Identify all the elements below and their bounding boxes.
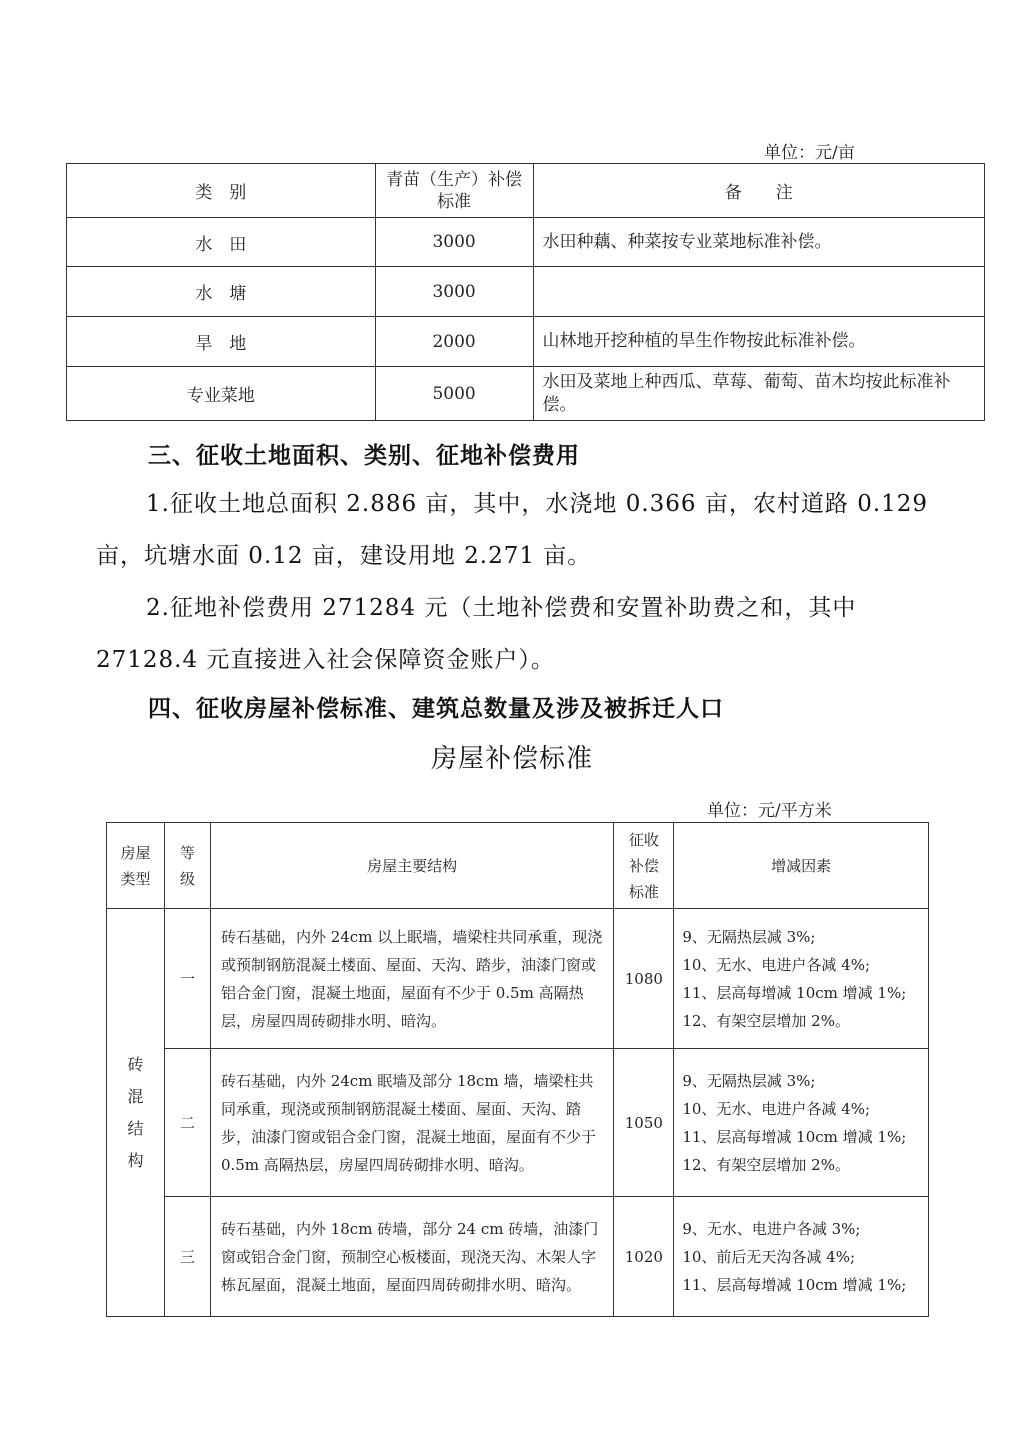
header-structure: 房屋主要结构	[210, 823, 613, 909]
header-factors: 增减因素	[674, 823, 929, 909]
row-note: 山林地开挖种植的旱生作物按此标准补偿。	[533, 317, 985, 367]
table-row	[67, 218, 985, 267]
section3-heading: 三、征收土地面积、类别、征地补偿费用	[148, 443, 580, 469]
table-row	[67, 367, 985, 421]
row-grade: 一	[164, 909, 210, 1049]
table2-title: 房屋补偿标准	[430, 744, 593, 774]
table-header-row	[107, 823, 929, 909]
row-structure: 砖石基础，内外 24cm 以上眠墙，墙梁柱共同承重，现浇或预制钢筋混凝土楼面、屋面、天沟、踏步，油漆门窗或铝合金门窗，混凝土地面，屋面有不少于 0.5m 高隔热层，房屋四周砖砌排水明、暗沟。	[210, 909, 613, 1049]
header-note: 备 注	[533, 164, 985, 218]
header-grade: 等级	[164, 823, 210, 909]
row-category: 专业菜地	[67, 367, 376, 421]
row-value: 3000	[375, 267, 533, 317]
row-category: 水 田	[67, 218, 376, 267]
house-compensation-table	[106, 822, 929, 1317]
table-row	[67, 317, 985, 367]
row-value: 5000	[375, 367, 533, 421]
row-factors: 9、无隔热层减 3%; 10、无水、电进户各减 4%; 11、层高每增减 10cm 增减 1%; 12、有架空层增加 2%。	[674, 909, 929, 1049]
row-structure: 砖石基础，内外 24cm 眠墙及部分 18cm 墙，墙梁柱共同承重，现浇或预制钢筋混凝土楼面、屋面、天沟、踏步，油漆门窗或铝合金门窗，混凝土地面，屋面有不少于 0.5m 高隔热层，房屋四周砖砌排水明、暗沟。	[210, 1049, 613, 1197]
row-category: 水 塘	[67, 267, 376, 317]
table-row	[107, 909, 929, 1049]
table-header-row	[67, 164, 985, 218]
row-note: 水田及菜地上种西瓜、草莓、葡萄、苗木均按此标准补偿。	[533, 367, 985, 421]
section3-paragraph-2: 2.征地补偿费用 271284 元（土地补偿费和安置补助费之和，其中 27128.4 元直接进入社会保障资金账户）。	[96, 595, 857, 673]
table-row	[107, 1197, 929, 1317]
table1-unit: 单位：元/亩	[764, 143, 855, 163]
row-standard: 1020	[614, 1197, 674, 1317]
header-house-type: 房屋类型	[107, 823, 165, 909]
row-note	[533, 267, 985, 317]
row-note: 水田种藕、种菜按专业菜地标准补偿。	[533, 218, 985, 267]
house-type-label: 砖混结构	[127, 1054, 144, 1170]
row-value: 2000	[375, 317, 533, 367]
section3-paragraph-1: 1.征收土地总面积 2.886 亩，其中，水浇地 0.366 亩，农村道路 0.129 亩，坑塘水面 0.12 亩，建设用地 2.271 亩。	[96, 491, 929, 569]
header-standard: 青苗（生产）补偿标准	[375, 164, 533, 218]
row-factors: 9、无水、电进户各减 3%; 10、前后无天沟各减 4%; 11、层高每增减 10cm 增减 1%;	[674, 1197, 929, 1317]
row-grade: 三	[164, 1197, 210, 1317]
row-factors: 9、无隔热层减 3%; 10、无水、电进户各减 4%; 11、层高每增减 10cm 增减 1%; 12、有架空层增加 2%。	[674, 1049, 929, 1197]
header-category: 类 别	[67, 164, 376, 218]
row-category: 旱 地	[67, 317, 376, 367]
section4-heading: 四、征收房屋补偿标准、建筑总数量及涉及被拆迁人口	[148, 696, 724, 722]
row-value: 3000	[375, 218, 533, 267]
row-grade: 二	[164, 1049, 210, 1197]
row-standard: 1050	[614, 1049, 674, 1197]
table2-unit: 单位：元/平方米	[707, 801, 832, 821]
row-standard: 1080	[614, 909, 674, 1049]
seedling-compensation-table	[66, 163, 985, 421]
table-row	[107, 1049, 929, 1197]
table-row	[67, 267, 985, 317]
header-standard: 征收补偿标准	[614, 823, 674, 909]
row-structure: 砖石基础，内外 18cm 砖墙，部分 24 cm 砖墙，油漆门窗或铝合金门窗，预制空心板楼面，现浇天沟、木架人字栋瓦屋面，混凝土地面，屋面四周砖砌排水明、暗沟。	[210, 1197, 613, 1317]
